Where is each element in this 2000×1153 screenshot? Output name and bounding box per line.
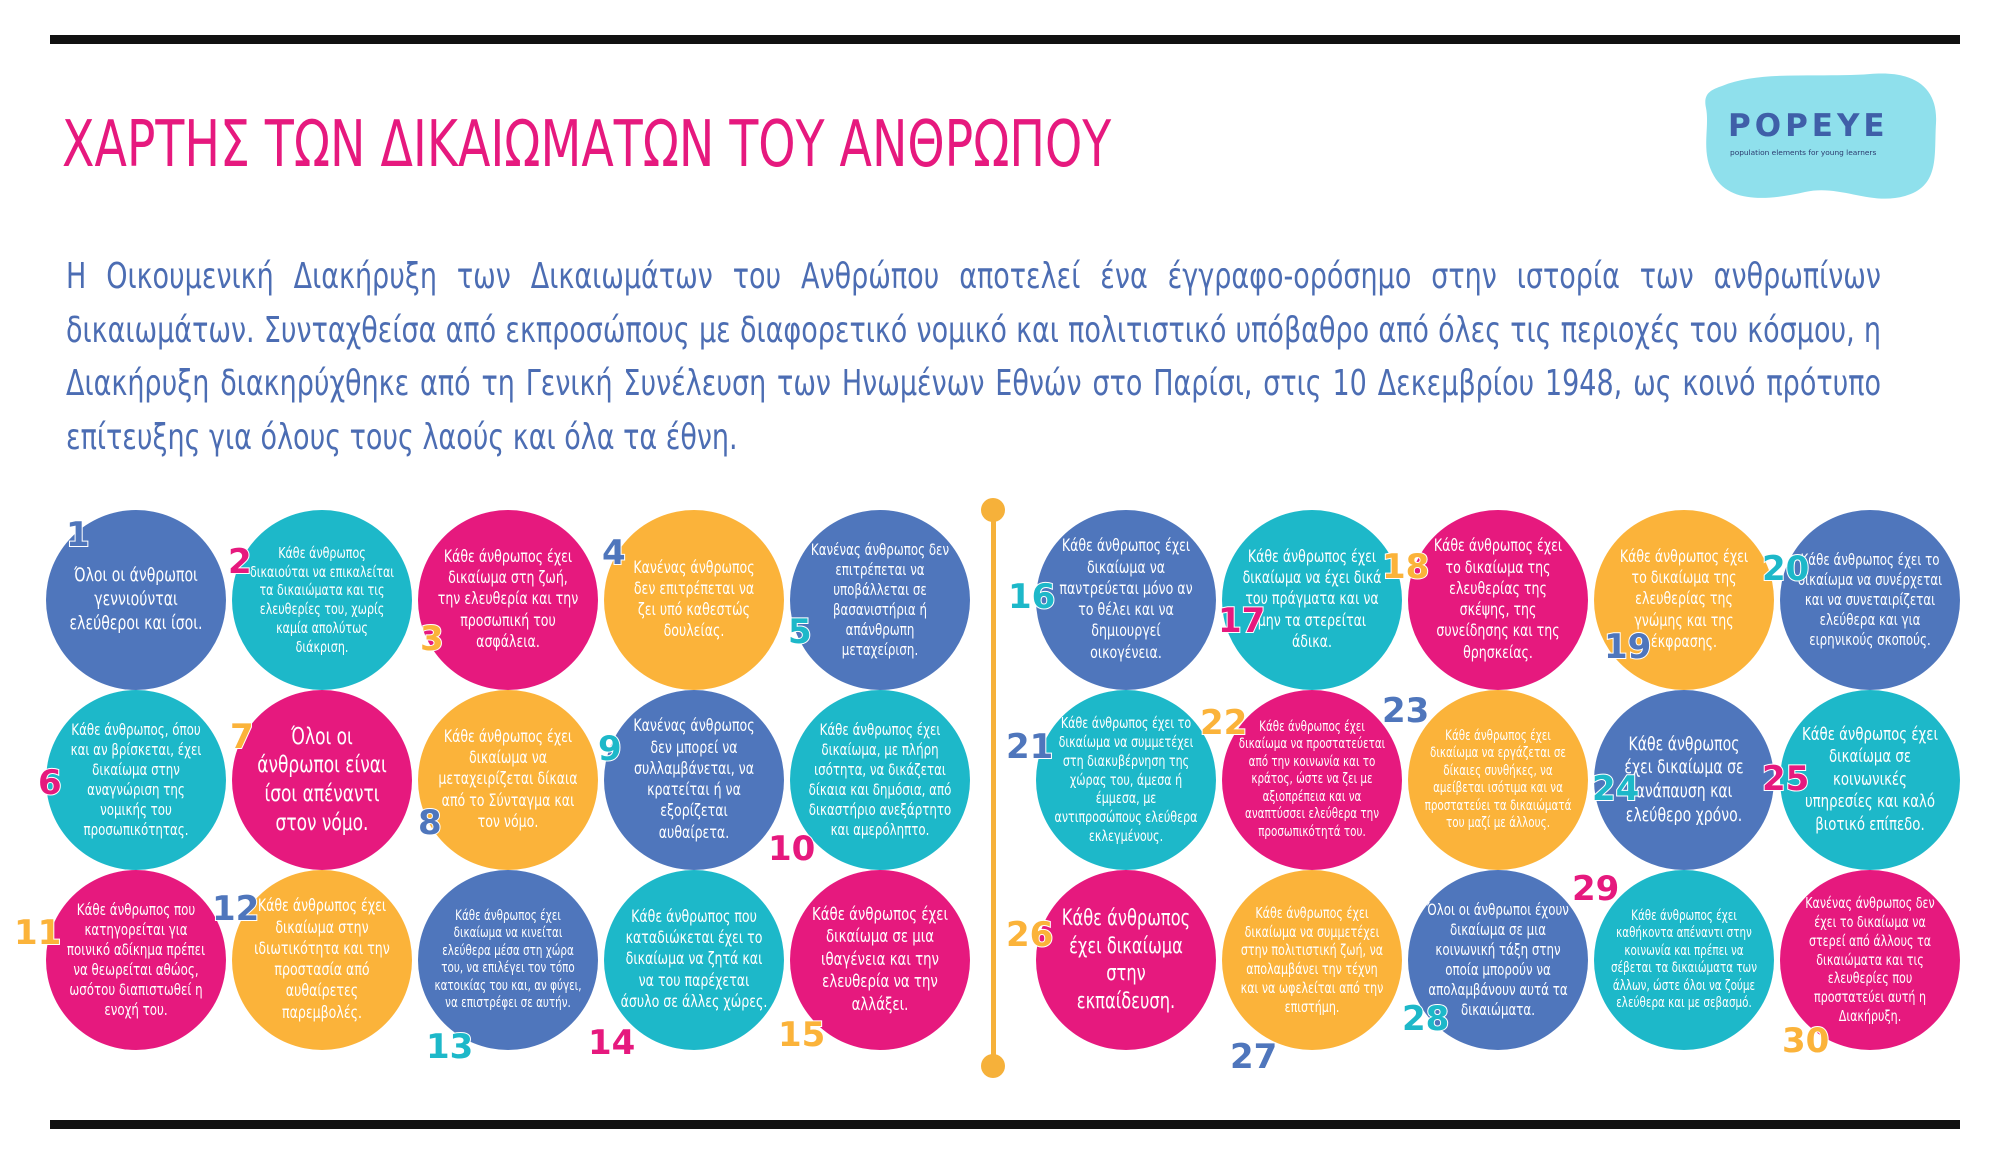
right-26-circle	[1036, 870, 1216, 1050]
right-16-number: 16	[1008, 577, 1056, 617]
right-8-text: Κάθε άνθρωπος έχει δικαίωμα να μεταχειρίζεται δίκαια από το Σύνταγμα και τον νόμο.	[438, 726, 578, 832]
right-28-text: Όλοι οι άνθρωποι έχουν δικαίωμα σε μια κοινωνική τάξη στην οποία μπορούν να απολαμβάνουν αυτά τα δικαιώματα.	[1427, 900, 1569, 1019]
right-16-circle	[1036, 510, 1216, 690]
right-6-number: 6	[38, 763, 62, 803]
divider-top-dot	[981, 498, 1005, 522]
logo-tagline: population elements for young learners	[1730, 148, 1877, 157]
divider-bottom-dot	[981, 1054, 1005, 1078]
right-20-number: 20	[1762, 549, 1810, 589]
right-3-circle	[418, 510, 598, 690]
right-2-circle	[232, 510, 412, 690]
right-26-number: 26	[1006, 915, 1054, 955]
popeye-logo	[1700, 68, 1940, 204]
bottom-rule	[50, 1120, 1960, 1129]
right-17-number: 17	[1218, 601, 1266, 641]
right-5-number: 5	[788, 612, 812, 652]
right-10-text: Κάθε άνθρωπος έχει δικαίωμα, με πλήρη ισότητα, να δικάζεται δίκαια και δημόσια, από δικαστήριο ανεξάρτητο και αμερόληπτο.	[808, 720, 952, 839]
right-19-number: 19	[1604, 627, 1652, 667]
right-21-text: Κάθε άνθρωπος έχει το δικαίωμα να συμμετέχει στη διακυβέρνηση της χώρας του, άμεσα ή έμμεσα, με αντιπροσώπους ελεύθερα εκλεγμένους.	[1054, 714, 1198, 845]
logo-wordmark: POPEYE	[1728, 108, 1889, 144]
right-3-text: Κάθε άνθρωπος έχει δικαίωμα στη ζωή, την ελευθερία και την προσωπική του ασφάλεια.	[437, 546, 579, 652]
right-25-text: Κάθε άνθρωπος έχει δικαίωμα σε κοινωνικές υπηρεσίες και καλό βιοτικό επίπεδο.	[1802, 723, 1938, 835]
right-18-number: 18	[1382, 547, 1430, 587]
right-2-text: Κάθε άνθρωπος δικαιούται να επικαλείται τα δικαιώματα και τις ελευθερίες του, χωρίς καμία απολύτως διάκριση.	[249, 543, 395, 656]
right-29-text: Κάθε άνθρωπος έχει καθήκοντα απέναντι στην κοινωνία και πρέπει να σέβεται τα δικαιώματα των άλλων, ώστε όλοι να ζούμε ελεύθερα και με σεβασμό.	[1610, 907, 1758, 1011]
right-11-number: 11	[14, 913, 62, 953]
right-5-text: Κανένας άνθρωπος δεν επιτρέπεται να υποβάλλεται σε βασανιστήρια ή απάνθρωπη μεταχείριση.	[810, 540, 950, 659]
right-16-text: Κάθε άνθρωπος έχει δικαίωμα να παντρεύεται μόνο αν το θέλει και να δημιουργεί οικογένεια.	[1059, 536, 1193, 663]
right-17-text: Κάθε άνθρωπος έχει δικαίωμα να έχει δικά του πράγματα και να μην τα στερείται άδικα.	[1242, 546, 1382, 652]
right-26-text: Κάθε άνθρωπος έχει δικαίωμα στην εκπαίδευση.	[1061, 906, 1191, 1014]
right-14-text: Κάθε άνθρωπος που καταδιώκεται έχει το δικαίωμα να ζητά και να του παρέχεται άσυλο σε άλλες χώρες.	[620, 906, 768, 1012]
right-22-text: Κάθε άνθρωπος έχει δικαίωμα να προστατεύεται από την κοινωνία και το κράτος, ώστε να ζει με αξιοπρέπεια και να αναπτύσσει ελεύθερα την προσωπικότητά του.	[1238, 718, 1386, 840]
right-20-text: Κάθε άνθρωπος έχει το δικαίωμα να συνέρχεται και να συνεταιρίζεται ελεύθερα και για ειρηνικούς σκοπούς.	[1797, 550, 1943, 649]
right-4-text: Κανένας άνθρωπος δεν επιτρέπεται να ζει υπό καθεστώς δουλείας.	[633, 557, 755, 642]
right-29-number: 29	[1572, 869, 1620, 909]
right-15-text: Κάθε άνθρωπος έχει δικαίωμα σε μια ιθαγένεια και την ελευθερία να την αλλάξει.	[812, 903, 948, 1015]
right-9-text: Κανένας άνθρωπος δεν μπορεί να συλλαμβάνεται, να κρατείται ή να εξορίζεται αυθαίρετα.	[633, 716, 755, 843]
right-7-number: 7	[230, 717, 254, 757]
right-19-text: Κάθε άνθρωπος έχει το δικαίωμα της ελευθερίας της γνώμης και της έκφρασης.	[1619, 546, 1749, 652]
right-23-number: 23	[1382, 691, 1430, 731]
right-24-text: Κάθε άνθρωπος έχει δικαίωμα σε ανάπαυση και ελεύθερο χρόνο.	[1624, 732, 1744, 826]
page-title: ΧΑΡΤΗΣ ΤΩΝ ΔΙΚΑΙΩΜΑΤΩΝ ΤΟΥ ΑΝΘΡΩΠΟΥ	[62, 108, 1112, 182]
right-4-number: 4	[602, 533, 626, 573]
right-17-circle	[1222, 510, 1402, 690]
right-7-circle	[232, 690, 412, 870]
right-1-number: 1	[66, 515, 90, 555]
right-18-text: Κάθε άνθρωπος έχει το δικαίωμα της ελευθερίας της σκέψης, της συνείδησης και της θρησκείας.	[1433, 536, 1563, 663]
right-7-text: Όλοι οι άνθρωποι είναι ίσοι απέναντι στον νόμο.	[257, 723, 387, 836]
right-1-text: Όλοι οι άνθρωποι γεννιούνται ελεύθεροι και ίσοι.	[69, 564, 203, 634]
right-30-text: Κανένας άνθρωπος δεν έχει το δικαίωμα να στερεί από άλλους τα δικαιώματα και τις ελευθερίες που προστατεύει αυτή η Διακήρυξη.	[1805, 894, 1935, 1025]
right-12-number: 12	[212, 889, 260, 929]
right-21-number: 21	[1006, 727, 1054, 767]
right-20-circle	[1780, 510, 1960, 690]
right-9-number: 9	[598, 729, 622, 769]
right-29-circle	[1594, 870, 1774, 1050]
right-9-circle	[604, 690, 784, 870]
right-23-circle	[1408, 690, 1588, 870]
top-rule	[50, 35, 1960, 44]
right-2-number: 2	[228, 542, 252, 582]
right-22-number: 22	[1200, 703, 1248, 743]
right-12-text: Κάθε άνθρωπος έχει δικαίωμα στην ιδιωτικότητα και την προστασία από αυθαίρετες παρεμβολές.	[254, 896, 390, 1023]
right-6-text: Κάθε άνθρωπος, όπου και αν βρίσκεται, έχει δικαίωμα στην αναγνώριση της νομικής του προσωπικότητας.	[70, 720, 202, 839]
right-8-circle	[418, 690, 598, 870]
right-5-circle	[790, 510, 970, 690]
right-18-circle	[1408, 510, 1588, 690]
right-14-number: 14	[588, 1023, 636, 1063]
right-23-text: Κάθε άνθρωπος έχει δικαίωμα να εργάζεται σε δίκαιες συνθήκες, να αμείβεται ισότιμα και να προστατεύει τα δικαιώματά του μαζί με άλλους.	[1424, 727, 1572, 831]
intro-paragraph: Η Οικουμενική Διακήρυξη των Δικαιωμάτων του Ανθρώπου αποτελεί ένα έγγραφο-ορόσημο στην ιστορία των ανθρωπίνων δικαιωμάτων. Συνταχθείσα από εκπροσώπους με διαφορετικό νομικό και πολιτιστικό υπόβαθρο από όλες τις περιοχές του κόσμου, η Διακήρυξη διακηρύχθηκε από τη Γενική Συνέλευση των Ηνωμένων Εθνών στο Παρίσι, στις 10 Δεκεμβρίου 1948, ως κοινό πρότυπο επίτευξης για όλους τους λαούς και όλα τα έθνη.	[66, 256, 1881, 458]
right-27-number: 27	[1230, 1037, 1278, 1077]
right-3-number: 3	[420, 619, 444, 659]
right-13-text: Κάθε άνθρωπος έχει δικαίωμα να κινείται ελεύθερα μέσα στη χώρα του, να επιλέγει τον τόπο κατοικίας του και, αν φύγει, να επιστρέφει σε αυτήν.	[434, 907, 582, 1011]
right-21-circle	[1036, 690, 1216, 870]
right-4-circle	[604, 510, 784, 690]
right-15-number: 15	[778, 1015, 826, 1055]
right-11-circle	[46, 870, 226, 1050]
right-13-circle	[418, 870, 598, 1050]
right-30-number: 30	[1782, 1021, 1830, 1061]
right-28-number: 28	[1402, 999, 1450, 1039]
right-25-number: 25	[1762, 759, 1810, 799]
right-13-number: 13	[426, 1027, 474, 1067]
right-6-circle	[46, 690, 226, 870]
right-8-number: 8	[418, 803, 442, 843]
right-24-number: 24	[1592, 769, 1640, 809]
center-divider	[991, 510, 996, 1066]
right-22-circle	[1222, 690, 1402, 870]
right-10-circle	[790, 690, 970, 870]
right-10-number: 10	[768, 829, 816, 869]
right-27-text: Κάθε άνθρωπος έχει δικαίωμα να συμμετέχει στην πολιτιστική ζωή, να απολαμβάνει την τέχνη και να ωφελείται από την επιστήμη.	[1240, 903, 1384, 1016]
right-27-circle	[1222, 870, 1402, 1050]
right-11-text: Κάθε άνθρωπος που κατηγορείται για ποινικό αδίκημα πρέπει να θεωρείται αθώος, ωσότου διαπιστωθεί η ενοχή του.	[66, 900, 206, 1019]
